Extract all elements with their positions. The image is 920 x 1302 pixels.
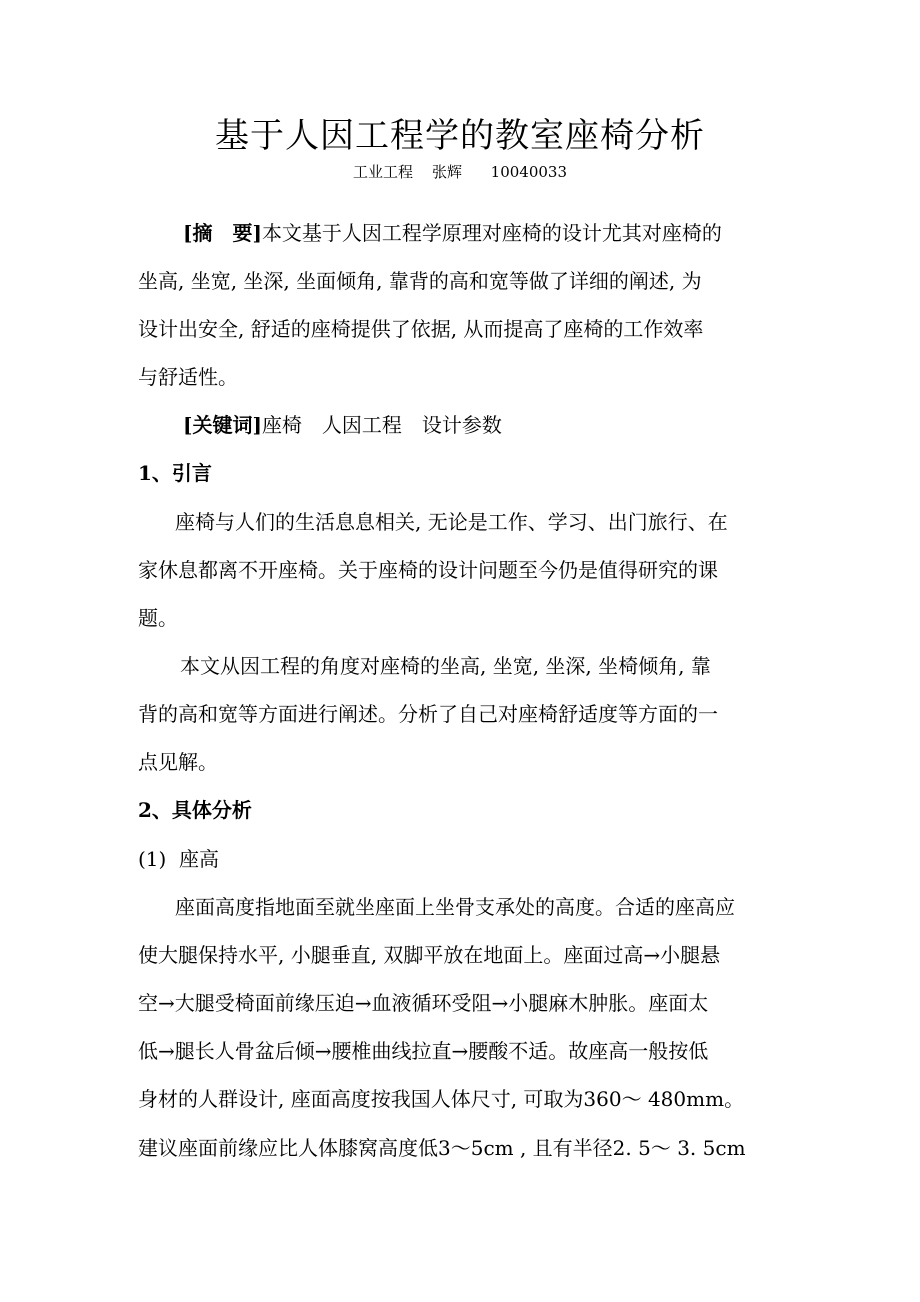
abstract-line-3: 设计出安全, 舒适的座椅提供了依据, 从而提高了座椅的工作效率: [138, 317, 704, 341]
abstract-line-1: [183, 218, 833, 248]
abstract-line-4: 与舒适性。: [138, 365, 238, 389]
abstract-text-1: 本文基于人因工程学原理对座椅的设计尤其对座椅的: [261, 221, 722, 245]
section-1-para-2-line-2: 背的高和宽等方面进行阐述。分析了自己对座椅舒适度等方面的一: [138, 702, 718, 726]
section-2-para-1-line-1: 座面高度指地面至就坐座面上坐骨支承处的高度。合适的座高应: [175, 895, 735, 919]
section-1-para-2-line-3: 点见解。: [138, 750, 218, 774]
subsection-seat-height: (1) 座高: [138, 847, 220, 871]
author-line: 工业工程 张辉 10040033: [352, 163, 568, 181]
keywords-text: 座椅 人因工程 设计参数: [261, 413, 502, 437]
section-2-heading: 2、具体分析: [138, 798, 252, 822]
section-1-para-1-line-1: 座椅与人们的生活息息相关, 无论是工作、学习、出门旅行、在: [175, 510, 728, 534]
section-1-heading: 1、引言: [138, 461, 212, 485]
keywords-line: [183, 410, 833, 440]
keywords-label: [关键词]: [183, 413, 262, 437]
section-1-para-1-line-3: 题。: [138, 606, 178, 630]
section-1-para-1-line-2: 家休息都离不开座椅。关于座椅的设计问题至今仍是值得研究的课: [138, 558, 718, 582]
section-2-para-1-line-3: 空→大腿受椅面前缘压迫→血液循环受阻→小腿麻木肿胀。座面太: [138, 991, 709, 1015]
section-2-para-1-line-6: 建议座面前缘应比人体膝窝高度低3～5cm , 且有半径2. 5～ 3. 5cm: [138, 1136, 746, 1160]
section-2-para-1-line-4: 低→腿长人骨盆后倾→腰椎曲线拉直→腰酸不适。故座高一般按低: [138, 1039, 709, 1063]
document-title: 基于人因工程学的教室座椅分析: [215, 116, 705, 156]
abstract-line-2: 坐高, 坐宽, 坐深, 坐面倾角, 靠背的高和宽等做了详细的阐述, 为: [138, 269, 702, 293]
section-2-para-1-line-5: 身材的人群设计, 座面高度按我国人体尺寸, 可取为360～ 480mm。: [138, 1087, 745, 1111]
section-1-para-2-line-1: 本文从因工程的角度对座椅的坐高, 坐宽, 坐深, 坐椅倾角, 靠: [180, 654, 711, 678]
section-2-para-1-line-2: 使大腿保持水平, 小腿垂直, 双脚平放在地面上。座面过高→小腿悬: [138, 943, 721, 967]
abstract-label: [摘 要]: [183, 221, 262, 245]
